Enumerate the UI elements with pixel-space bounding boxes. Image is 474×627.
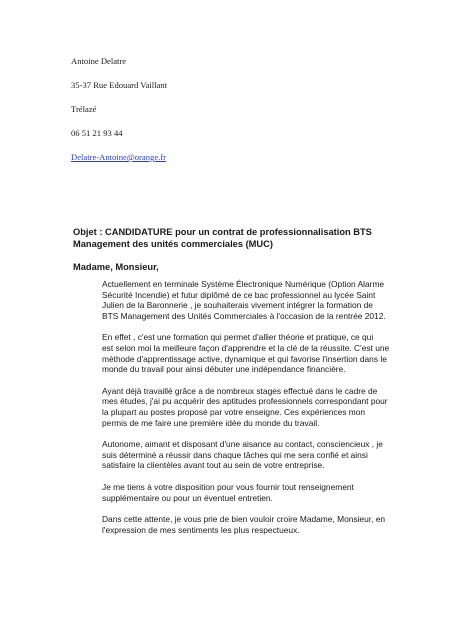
salutation: Madame, Monsieur, <box>73 262 159 272</box>
sender-city: Trélazé <box>71 104 97 114</box>
paragraph-line: Actuellement en terminale Système Électronique Numérique (Option Alarme <box>102 279 385 289</box>
paragraph-line: supplémentaire ou pour un éventuel entretien. <box>102 492 273 503</box>
paragraph-line: Ayant déjà travaillé grâce a de nombreux stages effectué dans le cadre de <box>102 385 378 396</box>
paragraph-experience <box>102 386 406 428</box>
paragraph-availability <box>102 482 406 503</box>
paragraph-line: mes études, j'ai pu acquérir des aptitudes professionnels correspondant pour <box>102 396 388 407</box>
paragraph-line: méthode d'apprentissage active, dynamique et qui favorise l'insertion dans le <box>102 353 387 364</box>
letter-body <box>102 279 406 546</box>
paragraph-line: Sécurité Incendie) et futur diplômé de ce bac professionnel au lycée Saint <box>102 289 376 300</box>
paragraph-line: suis déterminé a réussir dans chaque tâches qui me sera confié et ainsi <box>102 449 368 460</box>
sender-email-link[interactable]: Delatre-Antoine@orange.fr <box>71 152 167 162</box>
sender-name: Antoine Delatre <box>71 56 127 66</box>
letter-subject <box>73 227 413 250</box>
sender-phone: 06 51 21 93 44 <box>71 128 123 138</box>
paragraph-line: satisfaire la clientèles avant tout au sein de votre entreprise. <box>102 460 325 471</box>
paragraph-line: permis de me faire une première idée du monde du travail. <box>102 417 320 428</box>
paragraph-line: monde du travail pour ainsi débuter une indépendance financière. <box>102 364 346 375</box>
paragraph-qualities <box>102 439 406 471</box>
subject-line-2: Management des unités commerciales (MUC) <box>73 238 273 249</box>
sender-block <box>71 56 167 176</box>
paragraph-line: Julien de la Baronnerie , je souhaiterais vivement intégrer la formation de <box>102 300 373 311</box>
sender-address: 35-37 Rue Edouard Vaillant <box>71 80 168 90</box>
paragraph-line: Autonome, aimant et disposant d'une aisance au contact, consciencieux , je <box>102 439 383 450</box>
paragraph-line: BTS Management des Unités Commerciales à l'occasion de la rentrée 2012. <box>102 310 386 321</box>
subject-line-1: Objet : CANDIDATURE pour un contrat de professionnalisation BTS <box>73 227 372 237</box>
paragraph-line: est selon moi la meilleure façon d'apprendre et la clé de la réussite. C'est une <box>102 342 390 353</box>
paragraph-line: la plupart au postes proposé par votre enseigne. Ces expériences mon <box>102 406 366 417</box>
paragraph-closing <box>102 514 406 535</box>
paragraph-line: l'expression de mes sentiments les plus respectueux. <box>102 524 300 535</box>
paragraph-motivation <box>102 332 406 374</box>
paragraph-line: En effet , c'est une formation qui permet d'allier théorie et pratique, ce qui <box>102 332 374 343</box>
paragraph-line: Dans cette attente, je vous prie de bien vouloir croire Madame, Monsieur, en <box>102 514 386 525</box>
paragraph-intro <box>102 279 406 321</box>
paragraph-line: Je me tiens à votre disposition pour vous fournir tout renseignement <box>102 481 354 492</box>
